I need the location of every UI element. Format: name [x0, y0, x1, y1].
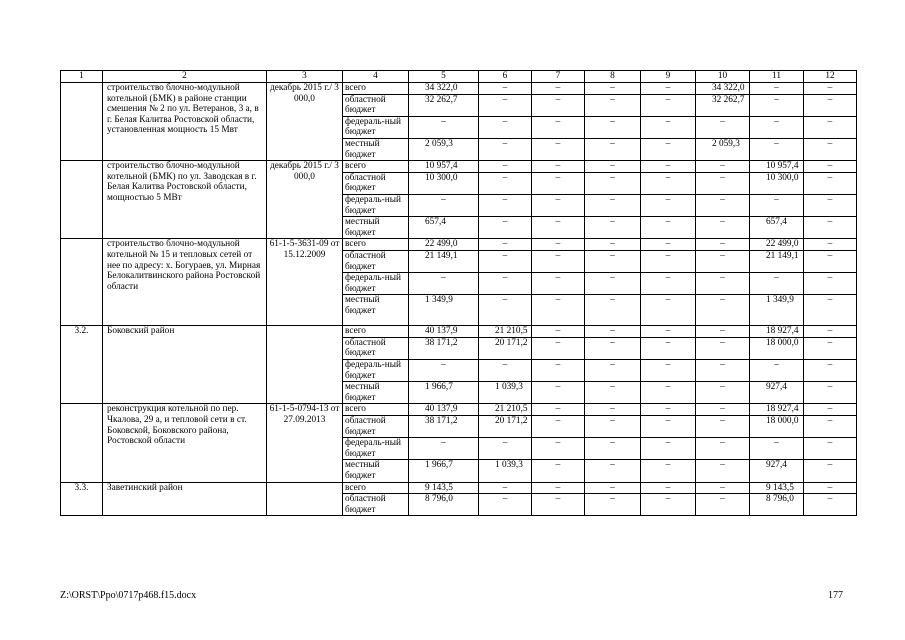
page-number: 177 [828, 590, 843, 601]
amount-cell: – [641, 250, 696, 272]
funding-source: местный бюджет [343, 138, 409, 160]
amount-cell: – [750, 83, 804, 95]
amount-cell: – [641, 161, 696, 173]
amount-cell: – [585, 460, 641, 482]
amount-cell: – [804, 416, 857, 438]
amount-cell: 9 143,5 [409, 482, 479, 494]
amount-cell: 10 300,0 [409, 172, 479, 194]
amount-cell: – [585, 194, 641, 216]
deadline-cell: 61-1-5-3631-09 от 15.12.2009 [267, 239, 343, 326]
amount-cell: – [696, 416, 750, 438]
funding-source: всего [343, 83, 409, 95]
amount-cell: – [585, 273, 641, 295]
amount-cell: – [532, 295, 585, 326]
object-description: строительство блочно-модульной котельной (БМК) в районе станции смешения № 2 по ул. Ветеранов, 3 а, в г. Белая Калитва Ростовской области, установленная мощность 15 Мвт [103, 83, 267, 161]
amount-cell: – [641, 382, 696, 404]
amount-cell: – [585, 382, 641, 404]
amount-cell: – [532, 416, 585, 438]
amount-cell: – [479, 217, 532, 239]
funding-source: местный бюджет [343, 460, 409, 482]
amount-cell: – [532, 404, 585, 416]
amount-cell: – [804, 94, 857, 116]
amount-cell: – [585, 337, 641, 359]
amount-cell: – [641, 239, 696, 251]
amount-cell: 10 957,4 [750, 161, 804, 173]
amount-cell: – [696, 404, 750, 416]
amount-cell: – [804, 404, 857, 416]
amount-cell: – [532, 194, 585, 216]
header-cell: 2 [103, 71, 267, 83]
amount-cell: – [479, 138, 532, 160]
funding-source: областной бюджет [343, 494, 409, 516]
amount-cell: – [804, 239, 857, 251]
amount-cell: – [409, 438, 479, 460]
deadline-cell [267, 482, 343, 516]
amount-cell: – [696, 382, 750, 404]
amount-cell: – [696, 194, 750, 216]
amount-cell: 9 143,5 [750, 482, 804, 494]
amount-cell: – [804, 494, 857, 516]
amount-cell: – [641, 404, 696, 416]
table-row [61, 404, 857, 416]
amount-cell: 22 499,0 [409, 239, 479, 251]
amount-cell: – [532, 161, 585, 173]
funding-source: областной бюджет [343, 250, 409, 272]
amount-cell: – [585, 250, 641, 272]
amount-cell: – [585, 161, 641, 173]
funding-source: всего [343, 161, 409, 173]
amount-cell: – [804, 326, 857, 338]
amount-cell: 1 039,3 [479, 382, 532, 404]
amount-cell: – [585, 172, 641, 194]
header-cell: 4 [343, 71, 409, 83]
deadline-cell: 61-1-5-0794-13 от 27.09.2013 [267, 404, 343, 482]
deadline-cell [267, 326, 343, 404]
amount-cell: – [585, 482, 641, 494]
section-number: 3.3. [61, 482, 103, 516]
table-row [61, 326, 857, 338]
amount-cell: 927,4 [750, 382, 804, 404]
amount-cell: – [696, 161, 750, 173]
amount-cell: – [696, 360, 750, 382]
amount-cell: – [750, 438, 804, 460]
amount-cell: – [532, 116, 585, 138]
amount-cell: – [585, 494, 641, 516]
object-description: Боковский район [103, 326, 267, 404]
amount-cell: – [532, 83, 585, 95]
amount-cell: – [696, 217, 750, 239]
amount-cell: – [804, 250, 857, 272]
amount-cell: – [479, 360, 532, 382]
object-description: строительство блочно-модульной котельной № 15 и тепловых сетей от нее по адресу: х. Богураев, ул. Мирная Белокалитвинского района Ростовской области [103, 239, 267, 326]
table-row [61, 83, 857, 95]
amount-cell: 18 000,0 [750, 337, 804, 359]
amount-cell: 21 210,5 [479, 404, 532, 416]
table-row [61, 161, 857, 173]
amount-cell: – [641, 194, 696, 216]
amount-cell: – [479, 116, 532, 138]
amount-cell: – [750, 360, 804, 382]
amount-cell: 22 499,0 [750, 239, 804, 251]
funding-source: всего [343, 326, 409, 338]
section-number [61, 161, 103, 239]
funding-source: областной бюджет [343, 172, 409, 194]
amount-cell: – [585, 438, 641, 460]
table-row [61, 482, 857, 494]
amount-cell: – [479, 494, 532, 516]
object-description: строительство блочно-модульной котельной (БМК) по ул. Заводская в г. Белая Калитва Ростовской области, мощностью 5 МВт [103, 161, 267, 239]
amount-cell: – [585, 94, 641, 116]
amount-cell: – [696, 460, 750, 482]
amount-cell: – [804, 382, 857, 404]
header-cell: 12 [804, 71, 857, 83]
amount-cell: – [585, 404, 641, 416]
amount-cell: – [479, 83, 532, 95]
header-row [61, 71, 857, 83]
section-number [61, 83, 103, 161]
funding-source: местный бюджет [343, 217, 409, 239]
amount-cell: – [585, 326, 641, 338]
funding-source: федераль-ный бюджет [343, 194, 409, 216]
amount-cell: – [641, 295, 696, 326]
amount-cell: – [409, 273, 479, 295]
amount-cell: – [641, 482, 696, 494]
amount-cell: – [641, 273, 696, 295]
amount-cell: 20 171,2 [479, 416, 532, 438]
amount-cell: – [696, 239, 750, 251]
amount-cell: 10 300,0 [750, 172, 804, 194]
amount-cell: – [804, 273, 857, 295]
amount-cell: – [585, 416, 641, 438]
amount-cell: – [479, 482, 532, 494]
amount-cell: – [532, 382, 585, 404]
amount-cell: – [641, 94, 696, 116]
amount-cell: – [585, 360, 641, 382]
amount-cell: – [479, 273, 532, 295]
amount-cell: – [532, 94, 585, 116]
header-cell: 8 [585, 71, 641, 83]
amount-cell: – [641, 460, 696, 482]
object-description: реконструкция котельной по пер. Чкалова, 29 а, и тепловой сети в ст. Боковской, Боковского района, Ростовской области [103, 404, 267, 482]
amount-cell: 34 322,0 [696, 83, 750, 95]
amount-cell: – [641, 494, 696, 516]
deadline-cell: декабрь 2015 г./ 3 000,0 [267, 161, 343, 239]
amount-cell: 927,4 [750, 460, 804, 482]
funding-source: всего [343, 239, 409, 251]
amount-cell: – [696, 438, 750, 460]
amount-cell: – [532, 217, 585, 239]
amount-cell: 657,4 [750, 217, 804, 239]
amount-cell: – [479, 161, 532, 173]
amount-cell: – [479, 438, 532, 460]
amount-cell: – [532, 138, 585, 160]
amount-cell: – [696, 295, 750, 326]
amount-cell: – [804, 360, 857, 382]
amount-cell: – [641, 83, 696, 95]
amount-cell: 38 171,2 [409, 416, 479, 438]
funding-source: федераль-ный бюджет [343, 438, 409, 460]
amount-cell: – [532, 337, 585, 359]
amount-cell: 32 262,7 [409, 94, 479, 116]
amount-cell: – [479, 250, 532, 272]
header-cell: 10 [696, 71, 750, 83]
funding-source: областной бюджет [343, 94, 409, 116]
amount-cell: – [641, 326, 696, 338]
amount-cell: 1 966,7 [409, 382, 479, 404]
amount-cell: – [750, 94, 804, 116]
amount-cell: – [479, 172, 532, 194]
amount-cell: – [804, 194, 857, 216]
amount-cell: – [804, 172, 857, 194]
amount-cell: 21 149,1 [409, 250, 479, 272]
amount-cell: – [804, 116, 857, 138]
amount-cell: 18 000,0 [750, 416, 804, 438]
amount-cell: – [696, 172, 750, 194]
header-cell: 7 [532, 71, 585, 83]
section-number: 3.2. [61, 326, 103, 404]
amount-cell: – [409, 360, 479, 382]
amount-cell: – [750, 116, 804, 138]
amount-cell: 40 137,9 [409, 404, 479, 416]
amount-cell: – [641, 172, 696, 194]
amount-cell: – [585, 217, 641, 239]
funding-source: местный бюджет [343, 295, 409, 326]
amount-cell: – [532, 326, 585, 338]
amount-cell: 1 039,3 [479, 460, 532, 482]
amount-cell: – [409, 116, 479, 138]
amount-cell: 1 966,7 [409, 460, 479, 482]
funding-source: местный бюджет [343, 382, 409, 404]
amount-cell: – [804, 460, 857, 482]
budget-table [60, 70, 857, 516]
amount-cell: – [532, 250, 585, 272]
amount-cell: – [585, 239, 641, 251]
amount-cell: 38 171,2 [409, 337, 479, 359]
section-number [61, 404, 103, 482]
amount-cell: – [750, 138, 804, 160]
funding-source: всего [343, 404, 409, 416]
header-cell: 1 [61, 71, 103, 83]
section-number [61, 239, 103, 326]
amount-cell: – [696, 273, 750, 295]
amount-cell: – [532, 482, 585, 494]
amount-cell: 2 059,3 [696, 138, 750, 160]
amount-cell: – [532, 438, 585, 460]
amount-cell: – [532, 172, 585, 194]
amount-cell: – [641, 337, 696, 359]
amount-cell: – [804, 482, 857, 494]
amount-cell: – [479, 94, 532, 116]
amount-cell: 32 262,7 [696, 94, 750, 116]
amount-cell: – [696, 116, 750, 138]
amount-cell: – [750, 194, 804, 216]
amount-cell: 40 137,9 [409, 326, 479, 338]
amount-cell: – [804, 337, 857, 359]
amount-cell: 18 927,4 [750, 326, 804, 338]
amount-cell: – [804, 161, 857, 173]
amount-cell: 657,4 [409, 217, 479, 239]
amount-cell: – [585, 138, 641, 160]
amount-cell: 21 210,5 [479, 326, 532, 338]
amount-cell: – [641, 416, 696, 438]
funding-source: федераль-ный бюджет [343, 360, 409, 382]
amount-cell: 34 322,0 [409, 83, 479, 95]
amount-cell: – [479, 194, 532, 216]
header-cell: 9 [641, 71, 696, 83]
amount-cell: – [804, 138, 857, 160]
amount-cell: 21 149,1 [750, 250, 804, 272]
amount-cell: 8 796,0 [409, 494, 479, 516]
table-row [61, 239, 857, 251]
amount-cell: 10 957,4 [409, 161, 479, 173]
amount-cell: – [532, 360, 585, 382]
object-description: Заветинский район [103, 482, 267, 516]
amount-cell: – [641, 217, 696, 239]
amount-cell: – [585, 83, 641, 95]
amount-cell: 1 349,9 [409, 295, 479, 326]
amount-cell: – [696, 337, 750, 359]
header-cell: 11 [750, 71, 804, 83]
header-cell: 3 [267, 71, 343, 83]
amount-cell: – [804, 438, 857, 460]
amount-cell: – [532, 273, 585, 295]
amount-cell: 8 796,0 [750, 494, 804, 516]
amount-cell: – [804, 217, 857, 239]
deadline-cell: декабрь 2015 г./ 3 000,0 [267, 83, 343, 161]
amount-cell: – [696, 494, 750, 516]
funding-source: областной бюджет [343, 416, 409, 438]
amount-cell: 1 349,9 [750, 295, 804, 326]
amount-cell: – [532, 239, 585, 251]
amount-cell: – [696, 326, 750, 338]
header-cell: 5 [409, 71, 479, 83]
amount-cell: 18 927,4 [750, 404, 804, 416]
amount-cell: – [641, 138, 696, 160]
amount-cell: – [696, 482, 750, 494]
amount-cell: – [804, 295, 857, 326]
header-cell: 6 [479, 71, 532, 83]
amount-cell: – [696, 250, 750, 272]
amount-cell: – [585, 295, 641, 326]
amount-cell: – [532, 460, 585, 482]
amount-cell: – [804, 83, 857, 95]
amount-cell: – [641, 438, 696, 460]
funding-source: областной бюджет [343, 337, 409, 359]
funding-source: федераль-ный бюджет [343, 273, 409, 295]
amount-cell: 20 171,2 [479, 337, 532, 359]
amount-cell: – [409, 194, 479, 216]
amount-cell: – [479, 295, 532, 326]
funding-source: всего [343, 482, 409, 494]
amount-cell: – [641, 116, 696, 138]
amount-cell: 2 059,3 [409, 138, 479, 160]
amount-cell: – [585, 116, 641, 138]
footer-file-path: Z:\ORST\Ppo\0717p468.f15.docx [60, 590, 197, 601]
amount-cell: – [479, 239, 532, 251]
funding-source: федераль-ный бюджет [343, 116, 409, 138]
amount-cell: – [641, 360, 696, 382]
amount-cell: – [750, 273, 804, 295]
amount-cell: – [532, 494, 585, 516]
